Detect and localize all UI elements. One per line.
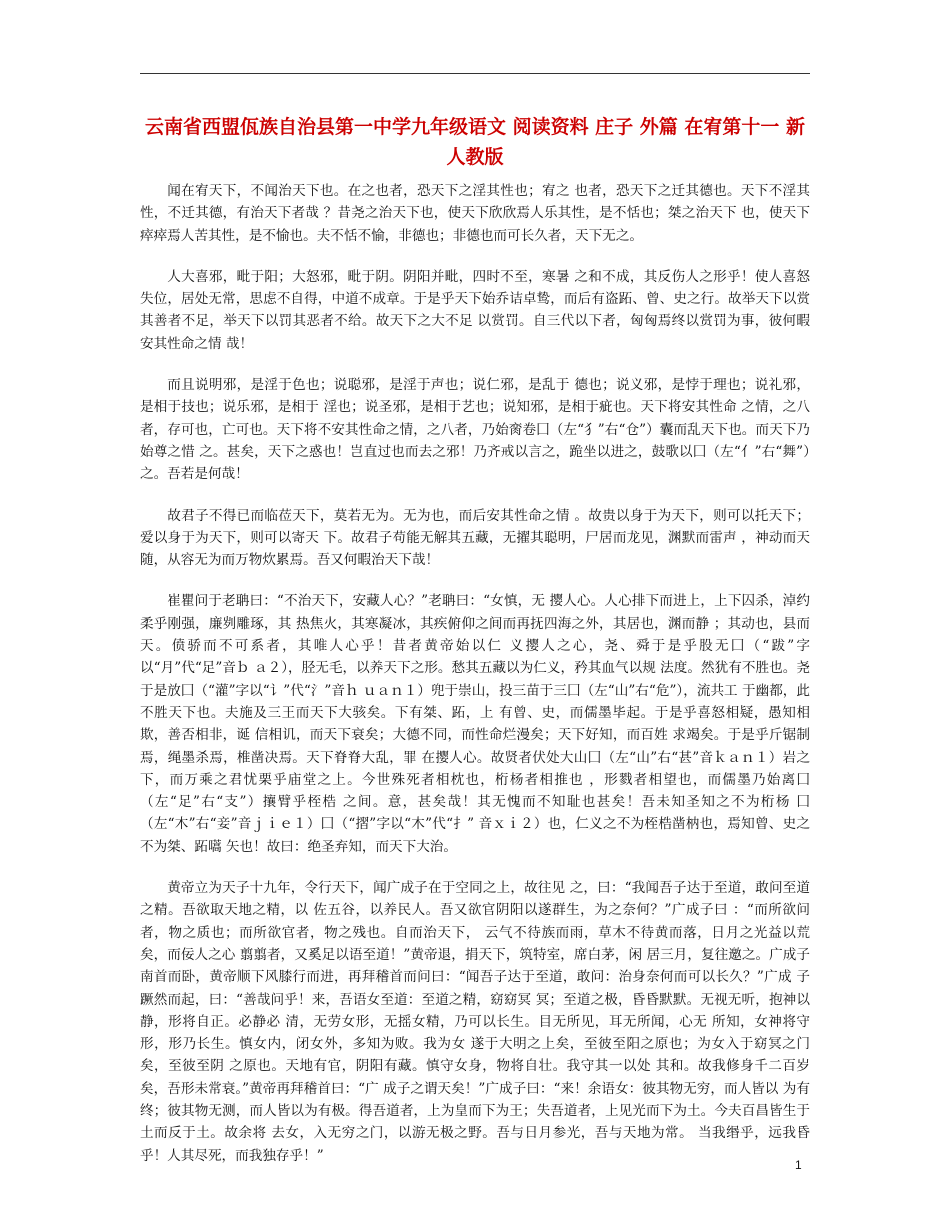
paragraph-4: 故君子不得已而临莅天下，莫若无为。无为也，而后安其性命之情 。故贵以身于为天下，则可以托天下；爱以身于为天下，则可以寄天 下。故君子苟能无解其五藏，无擢其聪明，尸居而龙见，渊默而雷声 ，神动而天随，从容无为而万物炊累焉。吾又何暇治天下哉！ [140,507,810,569]
header-rule [140,73,810,74]
document-title: 云南省西盟佤族自治县第一中学九年级语文 阅读资料 庄子 外篇 在宥第十一 新人教版 [144,116,806,168]
paragraph-3: 而且说明邪，是淫于色也；说聪邪，是淫于声也；说仁邪，是乱于 德也；说义邪，是悖于理也；说礼邪，是相于技也；说乐邪，是相于 淫也；说圣邪，是相于艺也；说知邪，是相于疵也。天下将安其性命 之情，之八者，存可也，亡可也。天下将不安其性命之情，之八者，乃始脔卷囗（左“犭”右“仓”）囊而乱天下也。而天下乃始尊之惜 之。甚矣，天下之惑也！岂直过也而去之邪！乃齐戒以言之，跪坐以进之，鼓歌以囗（左“亻”右“舞”）之。吾若是何哉！ [140,377,810,483]
page-number: 1 [795,1158,802,1172]
paragraph-5: 崔瞿问于老聃曰：“不治天下，安藏人心？”老聃曰：“女慎，无 撄人心。人心排下而进上，上下囚杀，淖约柔乎刚强，廉刿雕琢，其 热焦火，其寒凝冰，其疾俯仰之间而再抚四海之外，其居也，渊而静 ；其动也，县而天。偾骄而不可系者，其唯人心乎！昔者黄帝始以仁 义撄人之心，尧、舜于是乎股无囗（“跋”字以“月”代“足”音ｂ ａ２），胫无毛，以养天下之形。愁其五藏以为仁义，矜其血气以规 法度。然犹有不胜也。尧于是放囗（“灌”字以“讠”代“氵”音ｈ ｕａｎ１）兜于崇山，投三苗于三囗（左“山”右“危”），流共工 于幽都，此不胜天下也。夫施及三王而天下大骇矣。下有桀、跖，上 有曾、史，而儒墨毕起。于是乎喜怒相疑，愚知相欺，善否相非，诞 信相讥，而天下衰矣；大德不同，而性命烂漫矣；天下好知，而百姓 求竭矣。于是乎斤锯制焉，绳墨杀焉，椎凿决焉。天下脊脊大乱，罪 在撄人心。故贤者伏处大山囗（左“山”右“甚”音ｋａｎ１）岩之 下，而万乘之君忧栗乎庙堂之上。今世殊死者相枕也，桁杨者相推也 ，形戮者相望也，而儒墨乃始离囗（左“足”右“支”）攘臂乎桎梏 之间。意，甚矣哉！其无愧而不知耻也甚矣！吾未知圣知之不为桁杨 囗（左“木”右“妾”音ｊｉｅ１）囗（“摺”字以“木”代“扌” 音ｘｉ２）也，仁义之不为桎梏凿枘也，焉知曾、史之不为桀、跖嚆 矢也！故曰：绝圣弃知，而天下大治。 [140,593,810,855]
paragraph-2: 人大喜邪，毗于阳；大怒邪，毗于阴。阴阳并毗，四时不至，寒暑 之和不成，其反伤人之形乎！使人喜怒失位，居处无常，思虑不自得，中道不成章。于是乎天下始乔诘卓鸷，而后有盗跖、曾、史之行。故举天下以赏其善者不足，举天下以罚其恶者不给。故天下之大不足 以赏罚。自三代以下者，匈匈焉终以赏罚为事，彼何暇安其性命之情 哉！ [140,268,810,352]
paragraph-6: 黄帝立为天子十九年，令行天下，闻广成子在于空同之上，故往见 之，曰：“我闻吾子达于至道，敢问至道之精。吾欲取天地之精，以 佐五谷，以养民人。吾又欲官阴阳以遂群生，为之奈何？”广成子曰 ：“而所欲问者，物之质也；而所欲官者，物之残也。自而治天下， 云气不待族而雨，草木不待黄而落，日月之光益以荒矣，而佞人之心 翦翦者，又奚足以语至道！”黄帝退，捐天下，筑特室，席白茅，闲 居三月，复往邀之。广成子南首而卧，黄帝顺下风膝行而进，再拜稽首而问曰：“闻吾子达于至道，敢问：治身奈何而可以长久？”广成 子蹶然而起，曰：“善哉问乎！来，吾语女至道：至道之精，窈窈冥 冥；至道之极，昏昏默默。无视无听，抱神以静，形将自正。必静必 清，无劳女形，无摇女精，乃可以长生。目无所见，耳无所闻，心无 所知，女神将守形，形乃长生。慎女内，闭女外，多知为败。我为女 遂于大明之上矣，至彼至阳之原也；为女入于窈冥之门矣，至彼至阴 之原也。天地有官，阴阳有藏。慎守女身，物将自壮。我守其一以处 其和。故我修身千二百岁矣，吾形未常衰。”黄帝再拜稽首曰：“广 成子之谓天矣！”广成子曰：“来！余语女：彼其物无穷，而人皆以 为有终；彼其物无测，而人皆以为有极。得吾道者，上为皇而下为王；失吾道者，上见光而下为土。今夫百昌皆生于土而反于土。故余将 去女，入无穷之门，以游无极之野。吾与日月参光，吾与天地为常。 当我缗乎，远我昏乎！人其尽死，而我独存乎！” [140,880,810,1164]
document-body [140,180,810,1186]
paragraph-1: 闻在宥天下，不闻治天下也。在之也者，恐天下之淫其性也；宥之 也者，恐天下之迁其德也。天下不淫其性，不迁其德，有治天下者哉 ？昔尧之治天下也，使天下欣欣焉人乐其性，是不恬也；桀之治天下 也，使天下瘁瘁焉人苦其性，是不愉也。夫不恬不愉，非德也；非德也而可长久者，天下无之。 [140,183,810,244]
